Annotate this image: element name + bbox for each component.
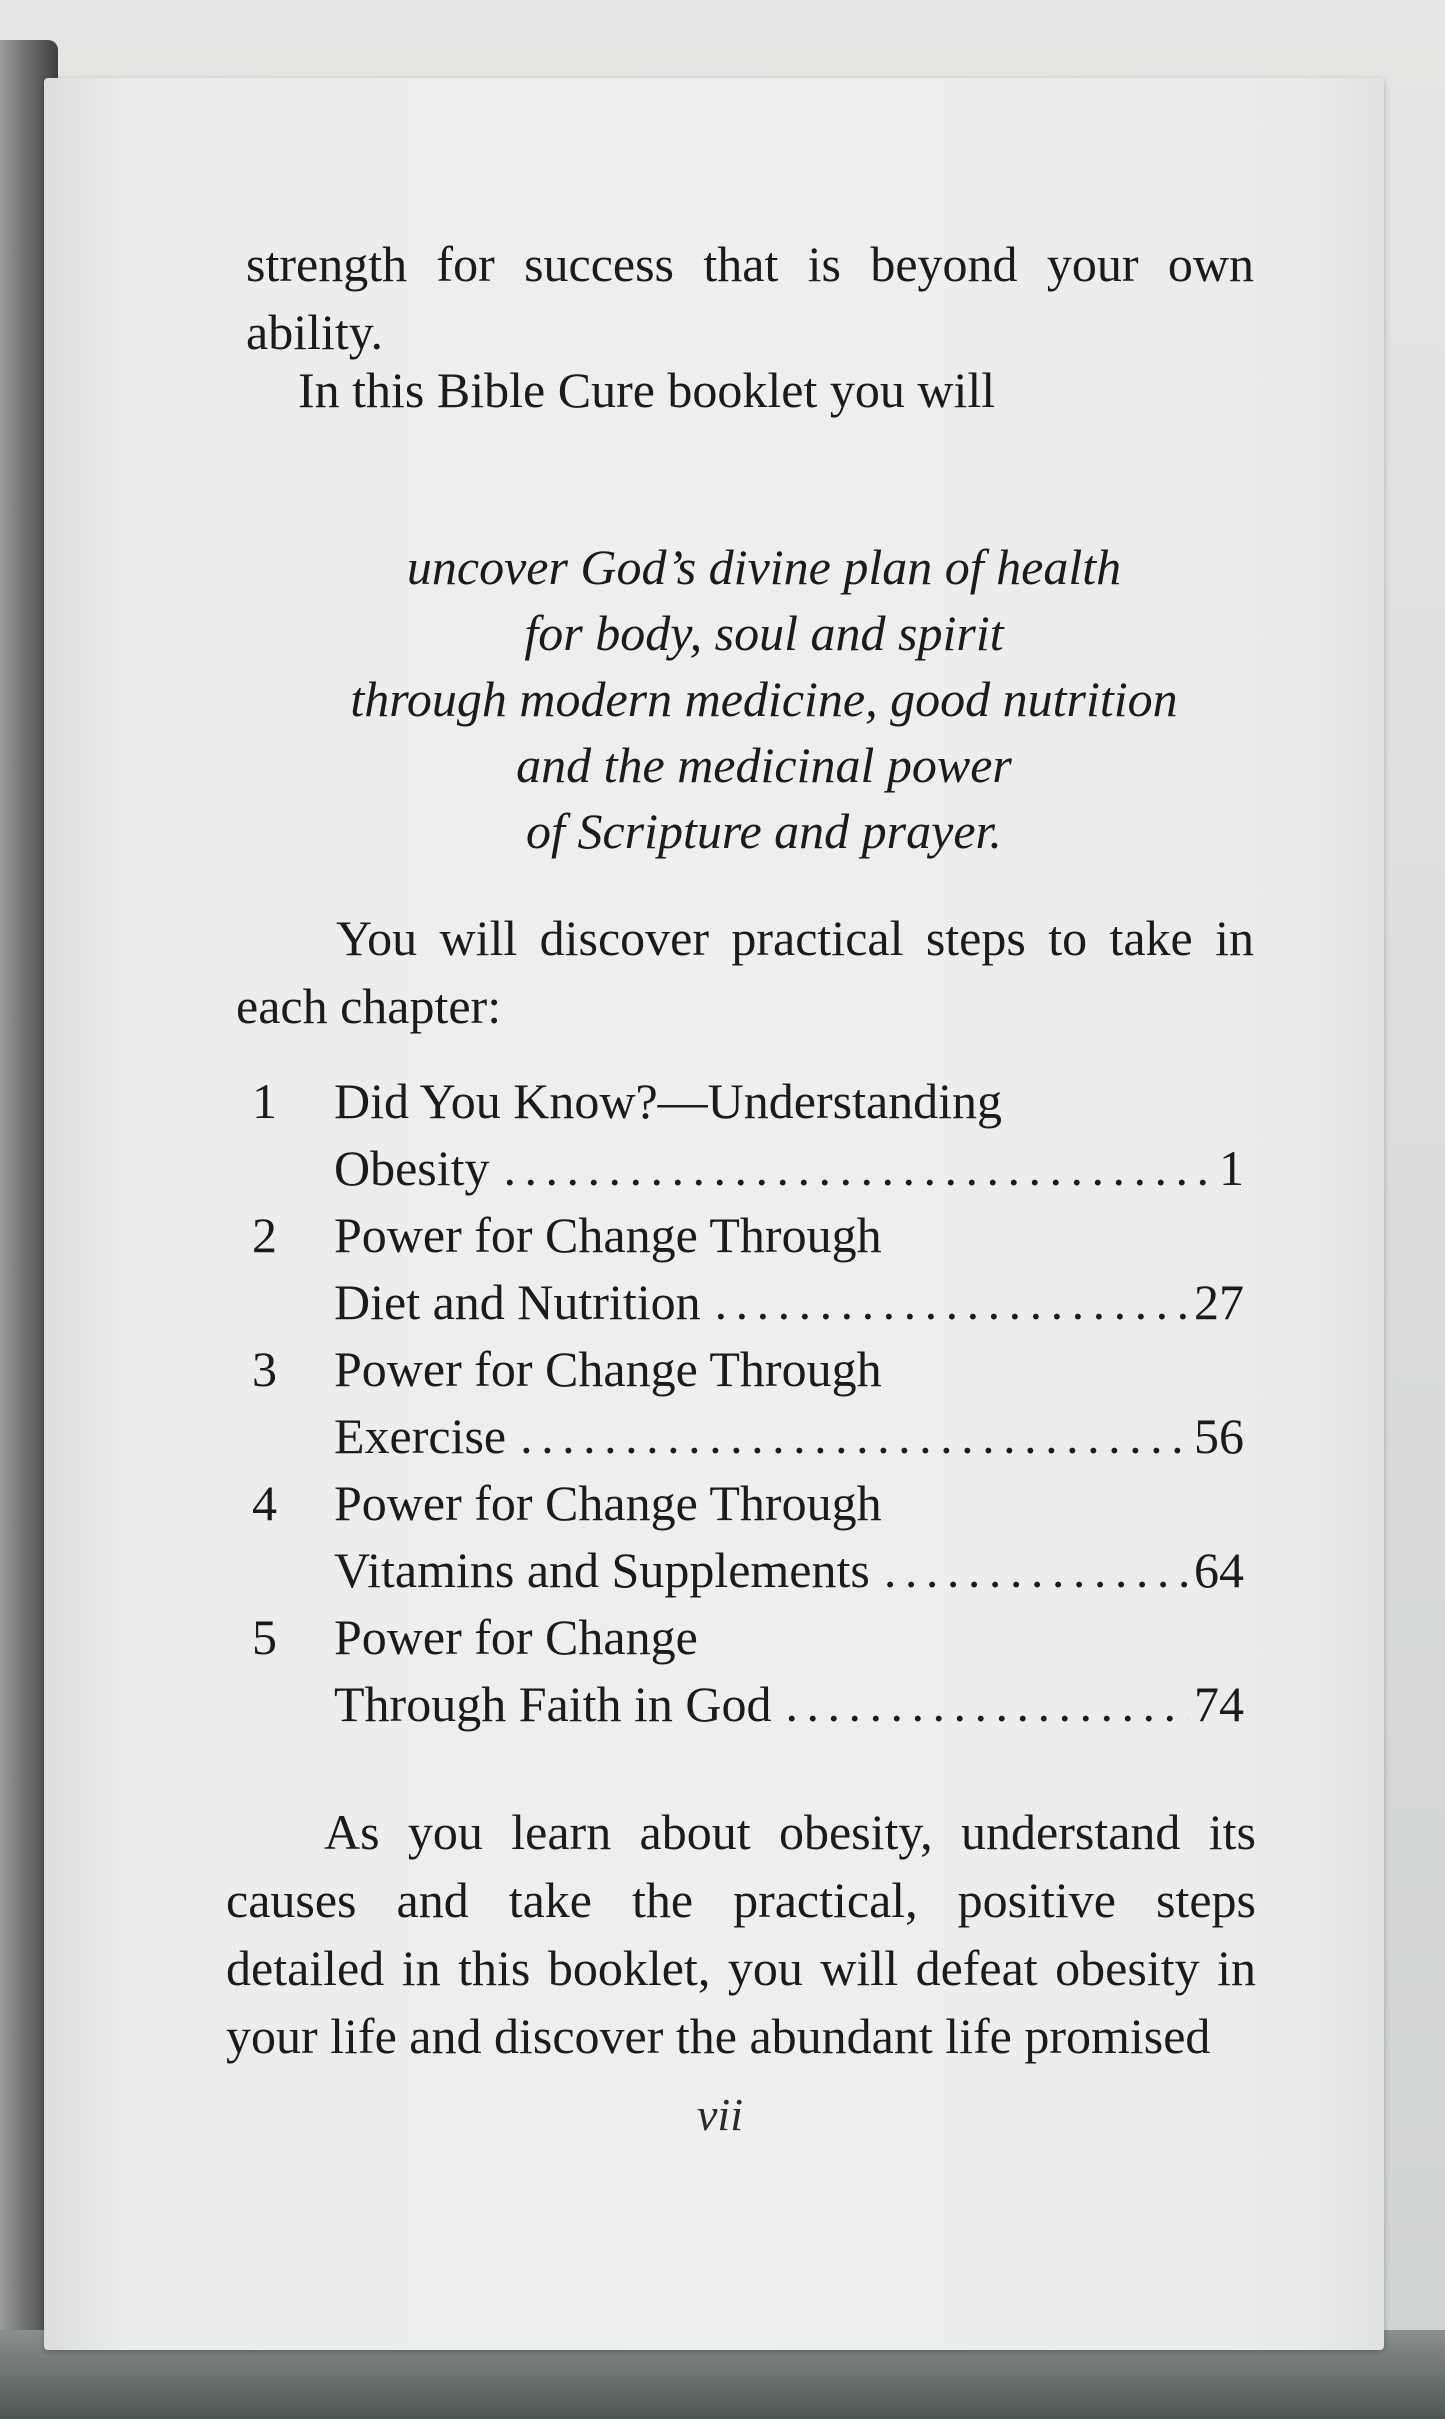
chapter-title-line1: Power for Change Through (334, 1475, 882, 1531)
dot-leader (715, 1269, 1188, 1336)
chapter-title-line1: Power for Change (334, 1609, 698, 1665)
chapter-title-row (334, 1403, 1244, 1470)
closing-paragraph (226, 1798, 1256, 2070)
chapter-number: 2 (252, 1207, 277, 1263)
chapter-title-row (334, 1135, 1244, 1202)
chapter-title-line1: Power for Change Through (334, 1207, 882, 1263)
book-page (44, 78, 1384, 2350)
quote-line: through modern medicine, good nutrition (350, 671, 1178, 727)
chapter-number: 5 (252, 1609, 277, 1665)
chapter-page-number: 1 (1219, 1140, 1244, 1196)
dot-leader (785, 1671, 1188, 1738)
chapter-entry (252, 1068, 1244, 1202)
chapter-page-number: 56 (1194, 1408, 1244, 1464)
quote-line: and the medicinal power (516, 737, 1012, 793)
chapter-number: 3 (252, 1341, 277, 1397)
chapter-page-number: 64 (1194, 1542, 1244, 1598)
chapter-entry (252, 1470, 1244, 1604)
discover-paragraph (236, 904, 1254, 1040)
chapter-title-line2: Obesity (334, 1140, 490, 1196)
quote-line: of Scripture and prayer. (526, 803, 1002, 859)
chapter-title-line2: Vitamins and Supplements (334, 1542, 870, 1598)
chapter-page-number: 27 (1194, 1274, 1244, 1330)
chapter-title-line2: Exercise (334, 1408, 507, 1464)
quote-line: uncover God’s divine plan of health (406, 539, 1122, 595)
chapter-title-row (334, 1269, 1244, 1336)
chapter-entry (252, 1336, 1244, 1470)
dot-leader (520, 1403, 1188, 1470)
chapter-number: 1 (252, 1073, 277, 1129)
chapter-title-row (334, 1537, 1244, 1604)
quote-line: for body, soul and spirit (524, 605, 1004, 661)
chapter-number: 4 (252, 1475, 277, 1531)
chapter-title-line2: Through Faith in God (334, 1676, 772, 1732)
discover-text: You will discover practical steps to take in each chapter: (236, 910, 1254, 1034)
chapter-page-number: 74 (1194, 1676, 1244, 1732)
chapter-title-line1: Power for Change Through (334, 1341, 882, 1397)
chapter-entry (252, 1202, 1244, 1336)
page-folio: vii (697, 2089, 743, 2140)
chapter-title-line1: Did You Know?—Understanding (334, 1073, 1003, 1129)
chapter-title-line2: Diet and Nutrition (334, 1274, 701, 1330)
intro-line: In this Bible Cure booklet you will (298, 362, 996, 418)
continued-paragraph: strength for success that is beyond your own ability. (246, 236, 1254, 360)
chapter-list (252, 1068, 1244, 1738)
italic-quote-block (184, 534, 1344, 864)
chapter-entry (252, 1604, 1244, 1738)
dot-leader (884, 1537, 1188, 1604)
dot-leader (504, 1135, 1213, 1202)
chapter-title-row (334, 1671, 1244, 1738)
closing-text: As you learn about obesity, understand its causes and take the practical, positive steps detailed in this booklet, you will defeat obesity in your life and discover the abundant life promised (226, 1804, 1256, 2064)
